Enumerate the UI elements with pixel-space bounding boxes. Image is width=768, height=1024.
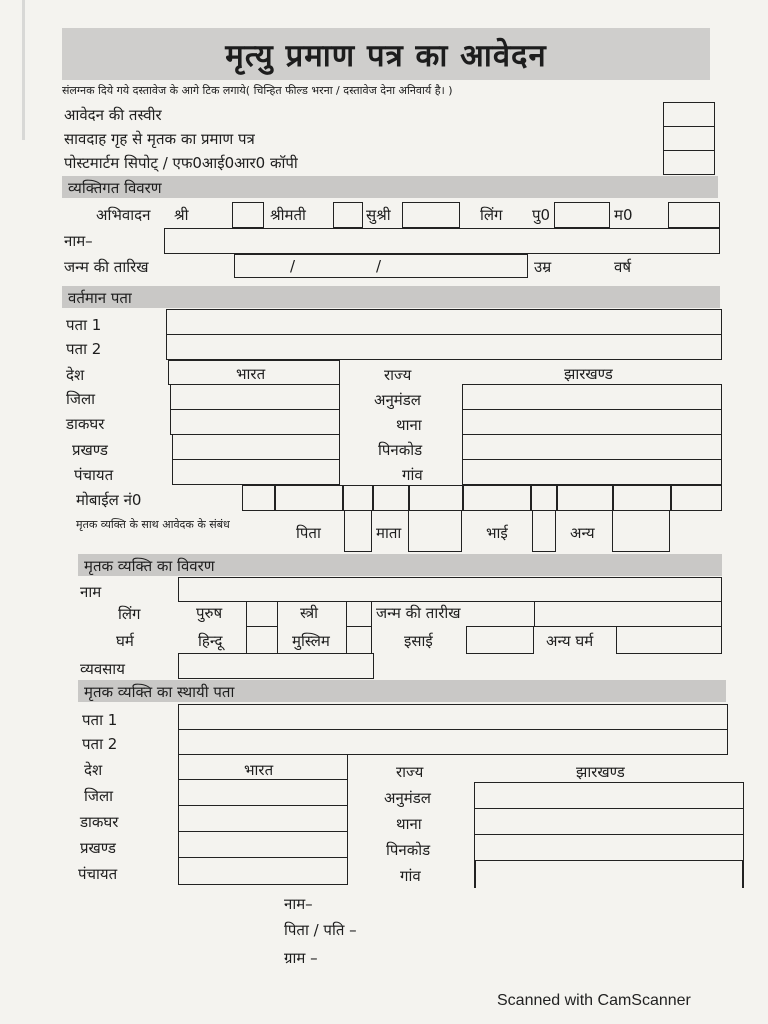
religion-other-field[interactable]: [616, 626, 722, 654]
address2-field[interactable]: [166, 334, 722, 360]
village-label: गांव: [402, 466, 423, 484]
village-field[interactable]: [462, 459, 722, 485]
footer-village-label: ग्राम –: [284, 949, 318, 967]
panchayat-field[interactable]: [172, 459, 340, 485]
perm-police-station-field[interactable]: [474, 808, 744, 835]
district-field[interactable]: [170, 384, 340, 410]
deceased-name-label: नाम: [80, 583, 102, 601]
footer-name-label: नाम–: [284, 895, 313, 913]
police-station-label: थाना: [396, 416, 422, 434]
relation-brother-checkbox[interactable]: [532, 510, 556, 552]
gender-male-checkbox[interactable]: [554, 202, 610, 228]
form-title-band: [62, 28, 710, 80]
relation-other-label: अन्य: [570, 524, 595, 542]
post-office-field[interactable]: [170, 409, 340, 435]
perm-post-office-label: डाकघर: [80, 813, 119, 831]
sushri-checkbox[interactable]: [402, 202, 460, 228]
gender-male-label: पु0: [532, 206, 551, 224]
perm-address2-label: पता 2: [82, 735, 118, 753]
perm-panchayat-field[interactable]: [178, 857, 348, 885]
relation-father-label: पिता: [296, 524, 321, 542]
deceased-female-checkbox[interactable]: [346, 601, 372, 627]
occupation-label: व्यवसाय: [80, 660, 125, 678]
perm-pincode-field[interactable]: [474, 834, 744, 861]
permanent-address-section-header: [78, 680, 726, 702]
attachment-photo-checkbox[interactable]: [663, 102, 715, 127]
country-value: भारत: [236, 365, 266, 383]
deceased-heading: मृतक व्यक्ति का विवरण: [84, 557, 215, 575]
current-address-heading: वर्तमान पता: [68, 289, 132, 307]
attachment-crematorium-label: सावदाह गृह से मृतक का प्रमाण पत्र: [64, 130, 255, 148]
post-office-label: डाकघर: [66, 415, 105, 433]
attachment-postmortem-checkbox[interactable]: [663, 150, 715, 175]
relation-mother-checkbox[interactable]: [408, 510, 462, 552]
perm-post-office-field[interactable]: [178, 805, 348, 832]
religion-christian-label: इसाई: [404, 632, 433, 650]
shri-label: श्री: [174, 206, 189, 224]
occupation-field[interactable]: [178, 653, 374, 679]
page-edge-shadow: [22, 0, 25, 140]
block-label: प्रखण्ड: [72, 441, 108, 459]
perm-police-station-label: थाना: [396, 815, 422, 833]
religion-hindu-checkbox[interactable]: [246, 626, 278, 654]
religion-label: घर्म: [116, 632, 134, 650]
deceased-dob-label: जन्म की तारीख: [376, 604, 461, 622]
deceased-name-field[interactable]: [178, 577, 722, 602]
pincode-label: पिनकोड: [378, 441, 423, 459]
address2-label: पता 2: [66, 340, 102, 358]
sushri-label: सुश्री: [366, 206, 391, 224]
dob-separator-1: /: [290, 257, 296, 275]
pincode-field[interactable]: [462, 434, 722, 460]
dob-separator-2: /: [376, 257, 382, 275]
perm-address1-label: पता 1: [82, 711, 118, 729]
deceased-male-label: पुरुष: [196, 604, 223, 622]
dob-label: जन्म की तारिख: [64, 258, 149, 276]
religion-muslim-checkbox[interactable]: [346, 626, 372, 654]
camscanner-watermark: Scanned with CamScanner: [497, 992, 691, 1009]
perm-pincode-label: पिनकोड: [386, 841, 431, 859]
relation-mother-label: माता: [376, 524, 402, 542]
religion-hindu-label: हिन्दू: [198, 632, 223, 650]
shrimati-checkbox[interactable]: [333, 202, 363, 228]
shrimati-label: श्रीमती: [270, 206, 306, 224]
form-title: मृत्यु प्रमाण पत्र का आवेदन: [225, 38, 547, 74]
deceased-section-header: [78, 554, 722, 576]
perm-district-field[interactable]: [178, 779, 348, 806]
name-field[interactable]: [164, 228, 720, 254]
perm-district-label: जिला: [84, 787, 114, 805]
shri-checkbox[interactable]: [232, 202, 264, 228]
relation-label: मृतक व्यक्ति के साथ आवेदक के संबंध: [76, 518, 230, 531]
perm-subdivision-label: अनुमंडल: [384, 789, 431, 807]
police-station-field[interactable]: [462, 409, 722, 435]
permanent-address-heading: मृतक व्यक्ति का स्थायी पता: [84, 683, 235, 701]
attachment-photo-label: आवेदन की तस्वीर: [64, 106, 162, 124]
salutation-label: अभिवादन: [96, 206, 151, 224]
religion-other-label: अन्य घर्म: [546, 632, 594, 650]
religion-christian-checkbox[interactable]: [466, 626, 534, 654]
age-label: उम्र: [534, 258, 552, 276]
subdivision-label: अनुमंडल: [374, 391, 421, 409]
address1-label: पता 1: [66, 316, 102, 334]
block-field[interactable]: [172, 434, 340, 460]
religion-muslim-label: मुस्लिम: [292, 632, 330, 650]
deceased-male-checkbox[interactable]: [246, 601, 278, 627]
gender-female-checkbox[interactable]: [668, 202, 720, 228]
perm-village-label: गांव: [400, 867, 421, 885]
attachment-postmortem-label: पोस्टमार्टम सिपोट् / एफ0आई0आर0 कॉपी: [64, 154, 298, 172]
instruction-text: संलग्नक दिये गये दस्तावेज के आगे टिक लगाये( चिन्हित फील्ड भरना / दस्तावेज देना अनिवार्य है। ): [62, 84, 453, 97]
personal-section-header: [62, 176, 718, 198]
name-label: नाम–: [64, 232, 93, 250]
perm-block-label: प्रखण्ड: [80, 839, 116, 857]
attachment-crematorium-checkbox[interactable]: [663, 126, 715, 151]
perm-block-field[interactable]: [178, 831, 348, 858]
relation-father-checkbox[interactable]: [344, 510, 372, 552]
perm-country-label: देश: [84, 761, 103, 779]
relation-brother-label: भाई: [486, 524, 508, 542]
mobile-field[interactable]: [242, 485, 722, 511]
current-address-section-header: [62, 286, 720, 308]
perm-panchayat-label: पंचायत: [78, 865, 118, 883]
subdivision-field[interactable]: [462, 384, 722, 410]
deceased-dob-field[interactable]: [534, 601, 722, 627]
relation-other-checkbox[interactable]: [612, 510, 670, 552]
perm-state-value: झारखण्ड: [576, 763, 625, 781]
perm-state-label: राज्य: [396, 763, 424, 781]
district-label: जिला: [66, 390, 96, 408]
perm-country-value: भारत: [244, 761, 274, 779]
mobile-label: मोबाईल नं0: [76, 491, 142, 509]
state-label: राज्य: [384, 366, 412, 384]
gender-female-label: म0: [614, 206, 633, 224]
address1-field[interactable]: [166, 309, 722, 335]
gender-label: लिंग: [480, 206, 503, 224]
panchayat-label: पंचायत: [74, 466, 114, 484]
deceased-female-label: स्त्री: [300, 604, 319, 622]
perm-address2-field[interactable]: [178, 729, 728, 755]
country-label: देश: [66, 366, 85, 384]
state-value: झारखण्ड: [564, 365, 613, 383]
personal-heading: व्यक्तिगत विवरण: [68, 179, 162, 197]
footer-father-husband-label: पिता / पति –: [284, 921, 357, 939]
years-label: वर्ष: [614, 258, 632, 276]
deceased-gender-label: लिंग: [118, 605, 141, 623]
perm-address1-field[interactable]: [178, 704, 728, 730]
perm-subdivision-field[interactable]: [474, 782, 744, 809]
